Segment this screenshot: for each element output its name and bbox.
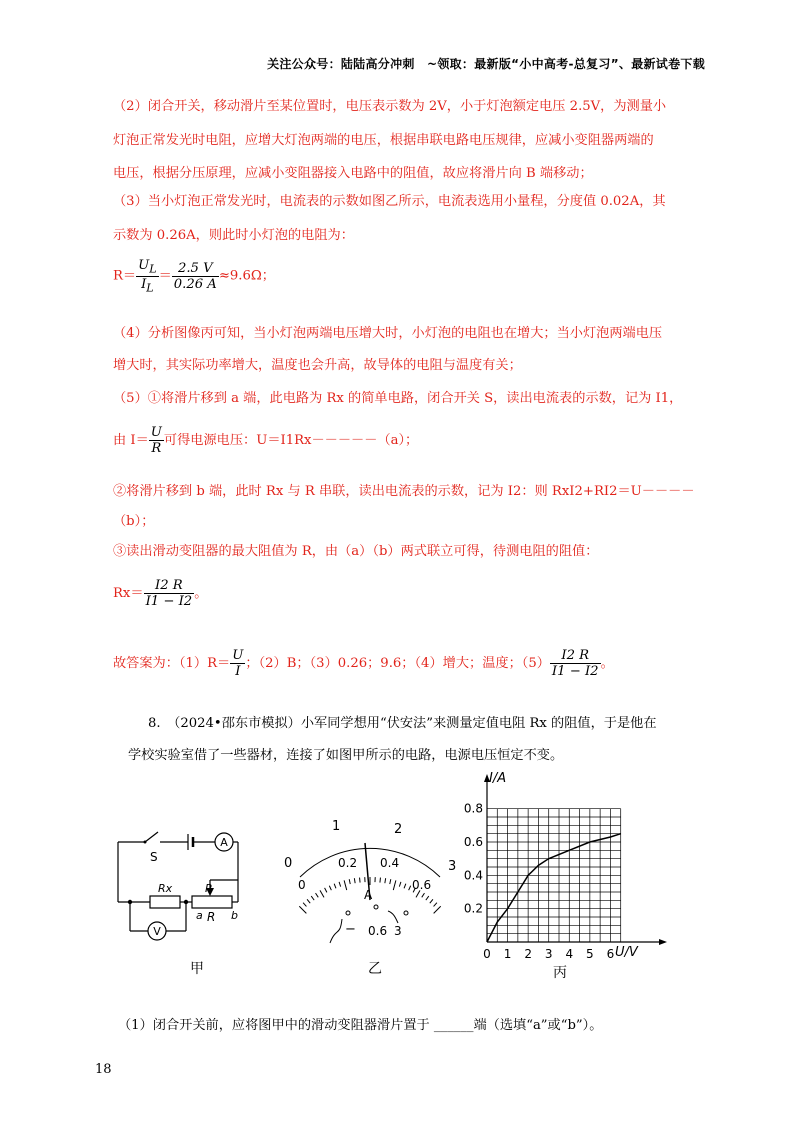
dial-tick <box>434 903 437 907</box>
x-tick-label: 6 <box>606 947 615 961</box>
dial-unit: A <box>364 888 373 902</box>
terminal-negative: − <box>345 922 356 937</box>
y-axis-label: I/A <box>489 771 507 786</box>
fraction: $\frac{I2 R}{I1 - I2}$ <box>551 648 599 679</box>
bottom-scale-06: 0.6 <box>412 878 432 892</box>
rx-label: Rx <box>158 882 173 895</box>
voltmeter-label: V <box>153 925 161 938</box>
solution-line: （b）； <box>113 514 155 529</box>
x-tick-label: 2 <box>524 947 532 961</box>
fraction: $\frac{I2 R}{I1 - I2}$ <box>145 578 193 609</box>
figure-caption-yi: 乙 <box>368 961 382 977</box>
x-axis-arrow <box>659 939 667 945</box>
terminal-3: 3 <box>394 924 402 938</box>
solution-line: （2）闭合开关，移动滑片至某位置时，电压表示数为 2V，小于灯泡额定电压 2.5V，为测量小 <box>113 99 667 114</box>
x-axis-label: U/V <box>615 945 638 960</box>
ammeter-label: A <box>220 836 228 849</box>
x-tick-label: 0 <box>483 947 491 961</box>
fraction: $\frac{2.5 V}{0.26 A}$ <box>173 260 217 292</box>
top-scale-3: 3 <box>448 859 457 874</box>
solution-line: 示数为 0.26A，则此时小灯泡的电阻为： <box>113 228 354 243</box>
fraction: $\frac{U_L}{I_L}$ <box>138 258 157 295</box>
page-number: 18 <box>95 1062 112 1077</box>
switch-label: S <box>150 850 158 864</box>
iu-chart <box>455 770 670 980</box>
figure-caption-bing: 丙 <box>553 965 567 981</box>
dial-tick <box>430 899 433 903</box>
solution-line: 灯泡正常发光时电阻，应增大灯泡两端的电压，根据串联电路电压规律，应减小变阻器两端的 <box>113 133 654 148</box>
formula-rx: Rx＝ $\frac{I2 R}{I1 - I2}$ 。 <box>113 578 208 609</box>
end-b-label: b <box>231 909 238 922</box>
solution-line: ③读出滑动变阻器的最大阻值为 R，由（a）（b）两式联立可得，待测电阻的阻值： <box>113 544 599 559</box>
dial-tick <box>325 888 327 892</box>
question-8-line: 学校实验室借了一些器材，连接了如图甲所示的电路，电源电压恒定不变。 <box>128 748 564 763</box>
slider-label: P <box>205 882 212 895</box>
x-tick-label: 5 <box>586 947 594 961</box>
top-scale-2: 2 <box>394 822 403 837</box>
question-8-sub1: （1）闭合开关前，应将图甲中的滑动变阻器滑片置于 ______端（选填“a”或“b”）。 <box>118 1018 603 1033</box>
y-tick-label: 0.6 <box>463 835 483 849</box>
dial-tick <box>360 878 361 883</box>
dial-tick <box>393 880 396 890</box>
terminal-0-6: 0.6 <box>368 924 388 938</box>
solution-line: （4）分析图像丙可知，当小灯泡两端电压增大时，小灯泡的电阻也在增大；当小灯泡两端电压 <box>113 326 663 341</box>
dial-tick <box>422 893 425 897</box>
dial-tick <box>349 879 350 884</box>
top-scale-0: 0 <box>284 856 293 871</box>
circuit-diagram <box>110 820 260 980</box>
r-label: R <box>207 910 216 924</box>
fraction: $\frac{U}{R}$ <box>150 425 162 456</box>
y-tick-label: 0.4 <box>463 868 483 883</box>
ammeter-dial <box>270 815 470 960</box>
page-header: 关注公众号：陆陆高分冲刺 ~领取：最新版“小中高考-总复习”、最新试卷下载 <box>267 57 705 71</box>
bottom-scale-04: 0.4 <box>380 856 400 870</box>
question-8-line: 8. （2024•邵东市模拟）小军同学想用“伏安法”来测量定值电阻 Rx 的阻值，于是他在 <box>148 716 657 731</box>
answer-line: 故答案为：（1）R＝ $\frac{U}{I}$ ；（2）B；（3）0.26；9.6；（4）增大；温度；（5） $\frac{I2 R}{I1 - I2}$ 。 <box>113 648 614 679</box>
solution-line: ②将滑片移到 b 端，此时 Rx 与 R 串联，读出电流表的示数，记为 I2：则 RxI2+RI2＝U－－－－ <box>113 484 695 499</box>
dial-tick <box>390 879 391 884</box>
top-scale-1: 1 <box>332 819 341 834</box>
dial-tick <box>344 880 347 890</box>
y-tick-label: 0.8 <box>463 801 483 816</box>
dial-tick <box>385 878 386 883</box>
x-tick-label: 3 <box>544 947 553 961</box>
dial-tick <box>399 882 401 887</box>
x-tick-label: 1 <box>503 947 512 961</box>
solution-line: 增大时，其实际功率增大，温度也会升高，故导体的电阻与温度有关； <box>113 358 522 373</box>
iu-curve <box>487 834 621 942</box>
dial-tick <box>329 886 331 891</box>
dial-tick <box>311 896 314 900</box>
y-tick-label: 0.2 <box>463 901 483 916</box>
solution-line: （3）当小灯泡正常发光时，电流表的示数如图乙所示，电流表选用小量程，分度值 0.02A，其 <box>113 194 666 209</box>
bottom-scale-0: 0 <box>298 878 306 892</box>
figure-caption-jia: 甲 <box>190 961 204 977</box>
dial-tick <box>404 884 406 889</box>
end-a-label: a <box>196 909 203 922</box>
bottom-scale-02: 0.2 <box>338 856 358 870</box>
solution-line: 电压，根据分压原理，应减小变阻器接入电路中的阻值，故应将滑片向 B 端移动； <box>113 166 593 181</box>
formula-source-voltage: 由 I＝ $\frac{U}{R}$ 可得电源电压：U＝I1Rx－－－－－（a）； <box>113 425 419 456</box>
dial-tick <box>339 882 341 887</box>
dial-tick <box>426 896 429 900</box>
dial-tick <box>409 886 411 891</box>
dial-tick <box>434 906 441 913</box>
dial-tick <box>316 893 319 897</box>
fraction: $\frac{U}{I}$ <box>232 648 244 679</box>
dial-tick <box>303 903 306 907</box>
dial-tick <box>334 884 336 889</box>
x-tick-label: 4 <box>565 947 574 961</box>
formula-resistance: R＝ $\frac{U_L}{I_L}$ ＝ $\frac{2.5 V}{0.26 A}$ ≈9.6Ω； <box>113 258 275 295</box>
dial-tick <box>307 899 310 903</box>
solution-line: （5）①将滑片移到 a 端，此电路为 Rx 的简单电路，闭合开关 S，读出电流表的示数，记为 I1， <box>113 391 683 406</box>
dial-tick <box>320 890 324 897</box>
dial-tick <box>354 878 355 883</box>
dial-tick <box>380 878 381 883</box>
dial-tick <box>299 906 306 913</box>
